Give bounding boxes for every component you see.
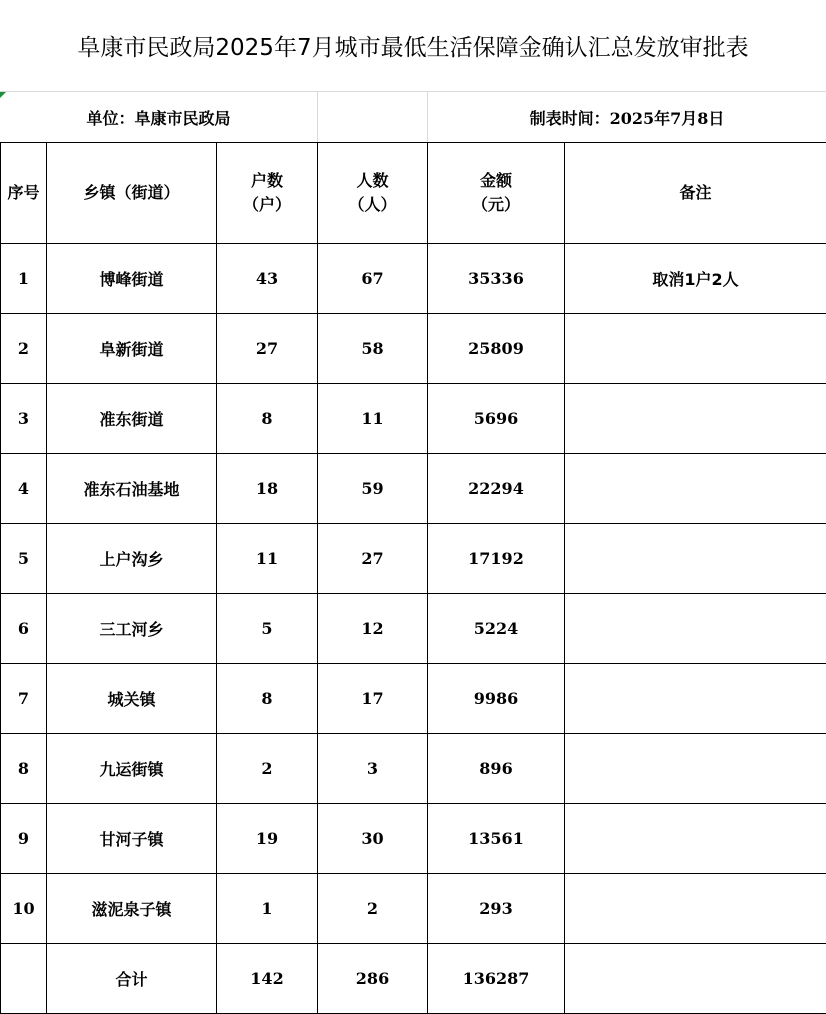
header-amount <box>428 143 565 244</box>
unit-label: 单位：阜康市民政局 <box>86 108 231 128</box>
cell-town: 准东街道 <box>47 384 217 454</box>
header-persons-unit: （人） <box>348 195 397 214</box>
cell-remark <box>565 734 826 804</box>
cell-town: 博峰街道 <box>47 244 217 314</box>
cell-persons: 30 <box>318 804 428 874</box>
cell-town: 城关镇 <box>47 664 217 734</box>
cell-town: 甘河子镇 <box>47 804 217 874</box>
cell-amount: 5224 <box>428 594 565 664</box>
cell-town: 上户沟乡 <box>47 524 217 594</box>
table-row <box>1 244 826 314</box>
cell-seq-empty <box>1 944 47 1014</box>
header-town: 乡镇（街道） <box>47 143 217 244</box>
cell-households: 11 <box>217 524 318 594</box>
cell-seq: 4 <box>1 454 47 524</box>
cell-seq: 1 <box>1 244 47 314</box>
header-persons <box>318 143 428 244</box>
cell-persons: 27 <box>318 524 428 594</box>
summary-table <box>0 142 826 1014</box>
cell-town: 阜新街道 <box>47 314 217 384</box>
cell-seq: 9 <box>1 804 47 874</box>
table-row <box>1 734 826 804</box>
cell-town: 三工河乡 <box>47 594 217 664</box>
table-row <box>1 454 826 524</box>
cell-remark <box>565 594 826 664</box>
table-row <box>1 524 826 594</box>
header-households-label: 户数 <box>250 171 283 190</box>
cell-households: 8 <box>217 664 318 734</box>
cell-remark <box>565 524 826 594</box>
header-persons-label: 人数 <box>356 171 389 190</box>
total-row <box>1 944 826 1014</box>
cell-persons: 59 <box>318 454 428 524</box>
table-row <box>1 874 826 944</box>
cell-households: 2 <box>217 734 318 804</box>
header-amount-unit: （元） <box>471 195 520 214</box>
table-row <box>1 804 826 874</box>
table-row <box>1 384 826 454</box>
total-households: 142 <box>217 944 318 1014</box>
cell-remark <box>565 384 826 454</box>
cell-households: 19 <box>217 804 318 874</box>
meta-divider <box>317 92 318 142</box>
cell-amount: 293 <box>428 874 565 944</box>
cell-seq: 8 <box>1 734 47 804</box>
cell-households: 43 <box>217 244 318 314</box>
cell-persons: 67 <box>318 244 428 314</box>
cell-town: 滋泥泉子镇 <box>47 874 217 944</box>
cell-remark: 取消1户2人 <box>565 244 826 314</box>
cell-amount: 17192 <box>428 524 565 594</box>
cell-amount: 5696 <box>428 384 565 454</box>
header-amount-label: 金额 <box>479 171 512 190</box>
total-amount: 136287 <box>428 944 565 1014</box>
cell-seq: 7 <box>1 664 47 734</box>
total-remark <box>565 944 826 1014</box>
cell-households: 18 <box>217 454 318 524</box>
cell-town: 九运街镇 <box>47 734 217 804</box>
cell-persons: 2 <box>318 874 428 944</box>
cell-amount: 9986 <box>428 664 565 734</box>
cell-remark <box>565 874 826 944</box>
cell-households: 5 <box>217 594 318 664</box>
cell-amount: 25809 <box>428 314 565 384</box>
header-households-unit: （户） <box>242 195 291 214</box>
meta-row <box>0 92 826 142</box>
cell-seq: 5 <box>1 524 47 594</box>
header-households <box>217 143 318 244</box>
cell-persons: 3 <box>318 734 428 804</box>
cell-town: 准东石油基地 <box>47 454 217 524</box>
total-label: 合计 <box>47 944 217 1014</box>
header-row <box>1 143 826 244</box>
total-persons: 286 <box>318 944 428 1014</box>
cell-persons: 58 <box>318 314 428 384</box>
cell-remark <box>565 804 826 874</box>
cell-remark <box>565 664 826 734</box>
cell-seq: 10 <box>1 874 47 944</box>
table-title: 阜康市民政局2025年7月城市最低生活保障金确认汇总发放审批表 <box>0 0 826 92</box>
table-row <box>1 314 826 384</box>
cell-households: 1 <box>217 874 318 944</box>
cell-amount: 22294 <box>428 454 565 524</box>
cell-amount: 35336 <box>428 244 565 314</box>
cell-amount: 896 <box>428 734 565 804</box>
cell-remark <box>565 454 826 524</box>
cell-remark <box>565 314 826 384</box>
cell-households: 27 <box>217 314 318 384</box>
cell-persons: 17 <box>318 664 428 734</box>
cell-households: 8 <box>217 384 318 454</box>
cell-seq: 6 <box>1 594 47 664</box>
cell-seq: 3 <box>1 384 47 454</box>
cell-persons: 12 <box>318 594 428 664</box>
table-row <box>1 594 826 664</box>
cell-seq: 2 <box>1 314 47 384</box>
table-row <box>1 664 826 734</box>
date-label: 制表时间：2025年7月8日 <box>529 108 725 128</box>
cell-persons: 11 <box>318 384 428 454</box>
header-remark: 备注 <box>565 143 826 244</box>
cell-amount: 13561 <box>428 804 565 874</box>
header-seq: 序号 <box>1 143 47 244</box>
